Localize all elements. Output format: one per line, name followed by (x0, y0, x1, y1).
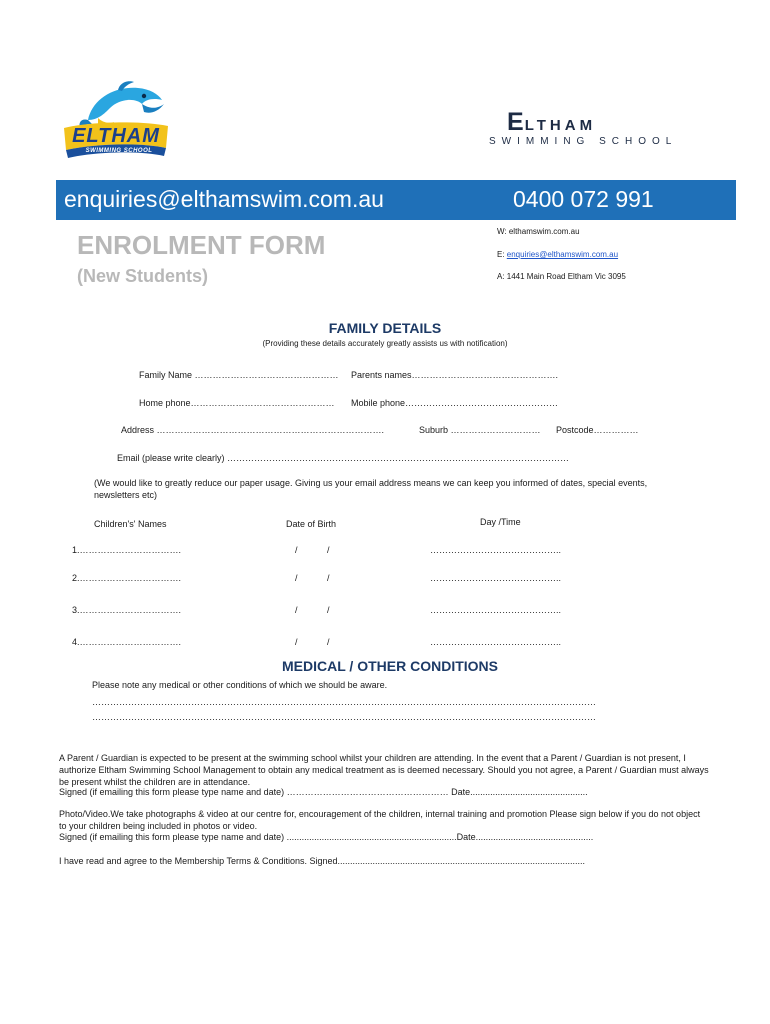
medical-heading: MEDICAL / OTHER CONDITIONS (282, 658, 498, 674)
dob-separator: / (295, 637, 298, 647)
dob-separator: / (295, 605, 298, 615)
day-time-field[interactable]: …………………………………….. (430, 573, 562, 583)
brand-rest: LTHAM (524, 117, 597, 134)
postcode-field[interactable]: Postcode…………… (556, 425, 639, 435)
medical-line-1[interactable]: …………………………………………………………………………………………………………………………………………………… (92, 697, 596, 707)
child-name-field[interactable]: 4.……………………………. (72, 637, 182, 647)
suburb-field[interactable]: Suburb ………………………… (419, 425, 541, 435)
child-row (0, 637, 770, 649)
family-details-heading: FAMILY DETAILS (328, 320, 442, 336)
day-time-field[interactable]: …………………………………….. (430, 637, 562, 647)
photo-signed-line[interactable]: Signed (if emailing this form please type name and date) ....................................................................Date............................................... (59, 832, 594, 842)
child-name-field[interactable]: 3.……………………………. (72, 605, 182, 615)
contact-phone[interactable]: 0400 072 991 (513, 186, 654, 212)
contact-email-link[interactable]: enquiries@elthamswim.com.au (506, 250, 619, 259)
email-note: (We would like to greatly reduce our paper usage. Giving us your email address means we can keep you informed of dates, special events, newsletters etc) (94, 478, 648, 500)
dob-separator: / (295, 545, 298, 555)
parent-signed-line[interactable]: Signed (if emailing this form please type name and date) ……………………………………………… Date............................................... (59, 787, 588, 797)
child-row (0, 573, 770, 585)
child-row (0, 545, 770, 557)
col-day-time: Day /Time (480, 517, 521, 527)
contact-email-prefix: E: (497, 250, 507, 259)
contact-address: A: 1441 Main Road Eltham Vic 3095 (497, 272, 626, 281)
mobile-phone-field[interactable]: Mobile phone…………………………………………… (351, 398, 559, 408)
parent-guardian-text: A Parent / Guardian is expected to be present at the swimming school whilst your children are attending. In the event that a Parent / Guardian is not present, I authorize Eltham Swimming School Management to obtain any medical treatment as is deemed necessary. Should you not agree, a Parent / Guardian must always be present whilst the children are in attendance. (59, 753, 709, 787)
dob-separator: / (327, 637, 330, 647)
medical-line-2[interactable]: …………………………………………………………………………………………………………………………………………………… (92, 712, 596, 722)
child-row (0, 605, 770, 617)
contact-email[interactable]: enquiries@elthamswim.com.au (64, 186, 384, 212)
child-name-field[interactable]: 2.……………………………. (72, 573, 182, 583)
medical-note: Please note any medical or other conditions of which we should be aware. (92, 680, 388, 690)
dob-separator: / (327, 605, 330, 615)
col-date-of-birth: Date of Birth (286, 519, 337, 529)
parents-names-field[interactable]: Parents names…………………………………………. (351, 370, 559, 380)
col-children-names: Children's' Names (94, 519, 167, 529)
brand-first-letter: E (507, 108, 525, 136)
dob-separator: / (327, 545, 330, 555)
address-field[interactable]: Address …………………………………………………………………. (121, 425, 385, 435)
day-time-field[interactable]: …………………………………….. (430, 545, 562, 555)
logo-text: ELTHAM (72, 125, 160, 147)
page-subtitle: (New Students) (77, 266, 209, 286)
logo-subtext: SWIMMING SCHOOL (85, 148, 153, 154)
contact-bar (56, 180, 736, 220)
page-title: ENROLMENT FORM (77, 230, 326, 260)
home-phone-field[interactable]: Home phone………………………………………… (139, 398, 335, 408)
photo-video-text: Photo/Video.We take photographs & video at our centre for, encouragement of the children, internal training and promotion Please sign below if you do not object to your children being included in photos or video. (59, 809, 701, 831)
contact-email-line (497, 250, 618, 259)
child-name-field[interactable]: 1.……………………………. (72, 545, 182, 555)
terms-signed-line[interactable]: I have read and agree to the Membership Terms & Conditions. Signed................................................................................................... (59, 856, 586, 866)
brand-subtitle: SWIMMING SCHOOL (489, 136, 678, 147)
family-details-note: (Providing these details accurately greatly assists us with notification) (262, 339, 508, 348)
dob-separator: / (295, 573, 298, 583)
dob-separator: / (327, 573, 330, 583)
contact-web[interactable]: W: elthamswim.com.au (497, 227, 580, 236)
day-time-field[interactable]: …………………………………….. (430, 605, 562, 615)
brand-title (507, 108, 596, 137)
family-name-field[interactable]: Family Name ………………………………………… (139, 370, 339, 380)
school-logo (58, 78, 174, 164)
email-field[interactable]: Email (please write clearly) …………………………………………………………………………………………………… (117, 453, 570, 463)
